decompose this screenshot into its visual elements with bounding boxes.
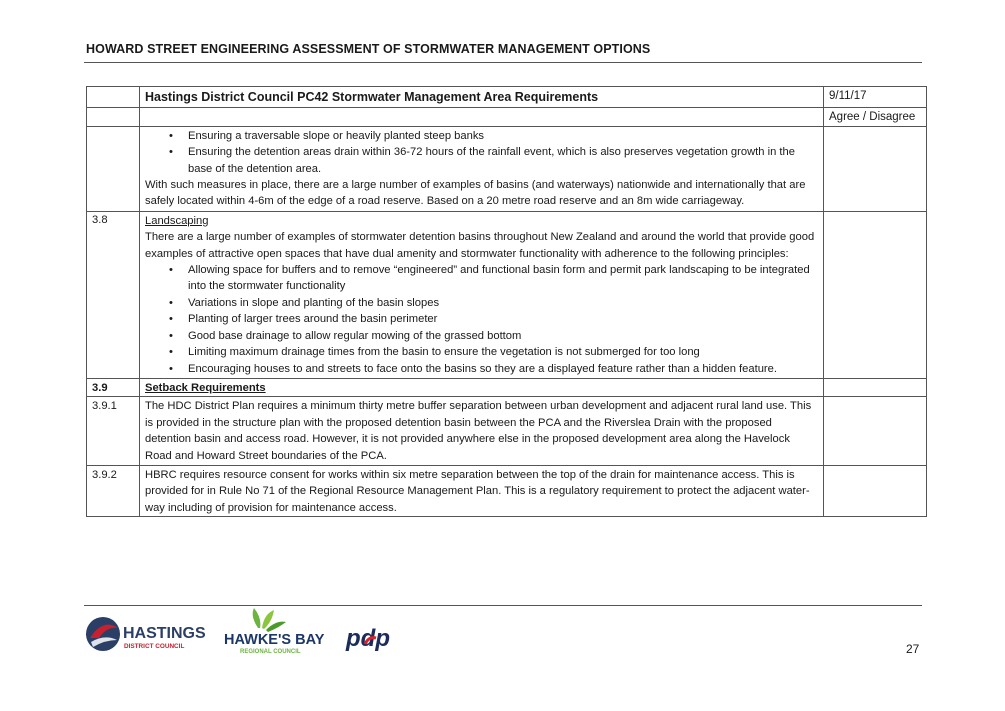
section-number: 3.9.1: [87, 397, 140, 466]
hdc-emblem-icon: [86, 617, 120, 651]
hawkes-bay-regional-council-logo: [222, 606, 332, 656]
list-item: • Planting of larger trees around the basin perimeter: [188, 311, 818, 327]
hb-subtitle: REGIONAL COUNCIL: [240, 649, 301, 655]
table-row: [87, 378, 927, 396]
header-divider: [84, 62, 922, 63]
pdp-logo: [345, 624, 400, 654]
table-date: 9/11/17: [824, 87, 927, 108]
section-number: 3.9.2: [87, 465, 140, 516]
footer-divider: [84, 605, 922, 606]
paragraph: With such measures in place, there are a large number of examples of basins (and waterways) nationwide and internationally that are safely located within 4-6m of the edge of a road reserve. Based on a 20 metre road reserve and an 8m wide carriageway.: [145, 179, 806, 208]
continued-content: [140, 126, 824, 211]
section-heading: Setback Requirements: [140, 378, 824, 396]
hdc-name: HASTINGS: [123, 625, 206, 642]
list-item: • Ensuring a traversable slope or heavily planted steep banks: [188, 128, 818, 144]
table-title: Hastings District Council PC42 Stormwater Management Area Requirements: [140, 87, 824, 108]
paragraph: HBRC requires resource consent for works within six metre separation between the top of the drain for maintenance access. This is provided for in Rule No 71 of the Regional Resource Management Plan. This is a regulatory requirement to protect the adjacent water-way including of provision for maintenance access.: [140, 465, 824, 516]
list-item: • Limiting maximum drainage times from the basin to ensure the vegetation is not submerged for too long: [188, 344, 818, 360]
leaf-icon: [253, 608, 261, 628]
agree-disagree-label: Agree / Disagree: [824, 108, 927, 126]
table-row: [87, 211, 927, 378]
table-title-row: [87, 87, 927, 108]
list-item: • Ensuring the detention areas drain within 36-72 hours of the rainfall event, which is also preserves vegetation growth in the base of the detention area.: [188, 144, 818, 177]
paragraph: There are a large number of examples of stormwater detention basins throughout New Zealand and around the world that provide good examples of attractive open spaces that have dual amenity and stormwater functionality with adherence to the following principles:: [145, 231, 815, 260]
agree-header-row: [87, 108, 927, 126]
list-item: • Encouraging houses to and streets to face onto the basins so they are a displayed feature rather than a hidden feature.: [188, 361, 818, 377]
hdc-subtitle: DISTRICT COUNCIL: [124, 643, 185, 650]
hastings-district-council-logo: [85, 614, 210, 656]
table-row: [87, 397, 927, 466]
table-row: [87, 465, 927, 516]
document-header: HOWARD STREET ENGINEERING ASSESSMENT OF STORMWATER MANAGEMENT OPTIONS: [86, 42, 651, 56]
requirements-table: [86, 86, 927, 517]
bullet-list: [145, 128, 818, 177]
title-num-cell: [87, 87, 140, 108]
section-number: 3.8: [87, 211, 140, 378]
list-item: • Variations in slope and planting of the basin slopes: [188, 295, 818, 311]
section-heading: Landscaping: [145, 214, 209, 227]
bullet-list: [145, 262, 818, 377]
paragraph: The HDC District Plan requires a minimum thirty metre buffer separation between urban development and adjacent rural land use. This is provided in the structure plan with the proposed detention basin between the PCA and the Riverslea Drain with the proposed detention basin and access road. However, it is not provided anywhere else in the proposed development area along the Havelock Road and Howard Street boundaries of the PCA.: [140, 397, 824, 466]
table-row: [87, 126, 927, 211]
list-item: • Allowing space for buffers and to remove “engineered” and functional basin form and permit park landscaping to be integrated into the stormwater functionality: [188, 262, 818, 295]
pdp-text: pdp: [346, 625, 390, 652]
list-item: • Good base drainage to allow regular mowing of the grassed bottom: [188, 328, 818, 344]
hb-name: HAWKE'S BAY: [224, 632, 325, 648]
page-number: 27: [906, 642, 920, 656]
section-number: 3.9: [87, 378, 140, 396]
